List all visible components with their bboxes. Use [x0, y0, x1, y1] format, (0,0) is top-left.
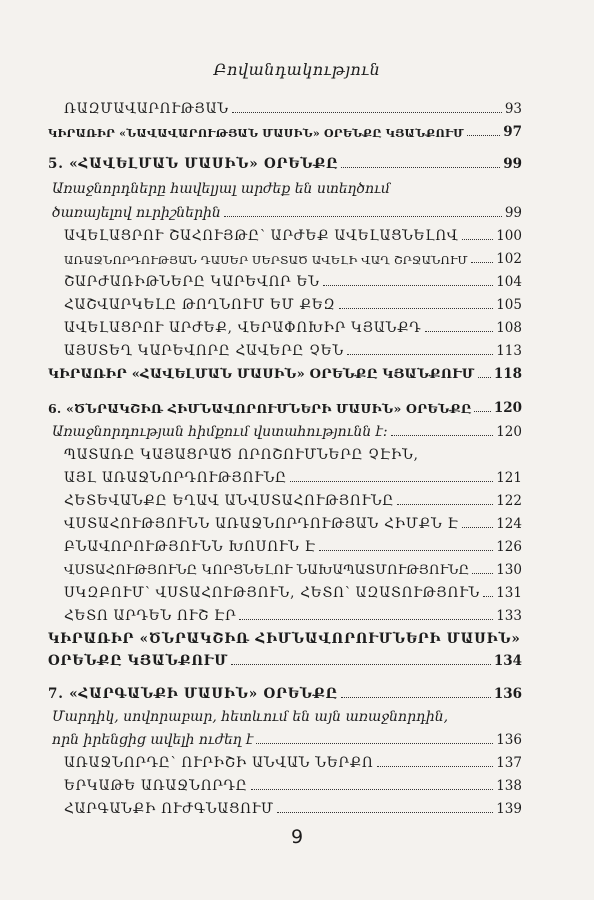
toc-entry-title: ԱՌԱՋՆՈՐԴՈՒԹՅԱՆ ԴԱՍԵՐ ՍԵՐՏԱԾ ԱՎԵԼԻ ՎԱՂ ՇՐՋԱՆՈՒՄ	[64, 253, 468, 267]
toc-entry-page: 120	[496, 424, 522, 440]
toc-entry-page: 102	[496, 251, 522, 267]
toc-entry-title: ՎՍՏԱՀՈՒԹՅՈՒՆԸ ԿՈՐՑՆԵԼՈՒ ՆԱԽԱՊԱՏՄՈՒԹՅՈՒՆԸ	[64, 563, 470, 578]
toc-entry-page: 100	[496, 228, 522, 244]
dot-leader	[478, 377, 491, 378]
toc-entry	[64, 556, 522, 578]
toc-entry-title: 7. «ՀԱՐԳԱՆՔԻ ՄԱՍԻՆ» ՕՐԵՆՔԸ	[48, 686, 338, 702]
toc-entry	[64, 245, 522, 267]
dot-leader	[341, 167, 500, 168]
toc-entry	[64, 268, 522, 290]
toc-entry	[48, 118, 522, 140]
toc-entry	[52, 726, 522, 748]
dot-leader	[232, 112, 502, 113]
toc-entry-title: ԵՐԿԱԹԵ ԱՌԱՋՆՈՐԴԸ	[64, 778, 248, 794]
dot-leader	[467, 135, 500, 136]
toc-entry	[52, 199, 522, 221]
toc-entry	[48, 394, 522, 416]
toc-entry	[48, 360, 522, 382]
dot-leader	[339, 308, 494, 309]
toc-entry-page: 139	[496, 801, 522, 817]
toc-entry-page: 108	[496, 320, 522, 336]
toc-entry-title: ՀԵՏԵՎԱՆՔԸ ԵՂԱՎ ԱՆՎՍՏԱՀՈՒԹՅՈՒՆԸ	[64, 493, 395, 509]
toc-entry	[64, 579, 522, 601]
toc-entry	[48, 625, 522, 647]
dot-leader	[462, 239, 494, 240]
toc-entry-title: ԱՅՍՏԵՂ ԿԱՐԵՎՈՐԸ ՀԱՎԵՐԸ ՉԵՆ	[64, 343, 344, 359]
toc-entry	[64, 291, 522, 313]
dot-leader	[319, 550, 493, 551]
dot-leader	[290, 481, 493, 482]
toc-entry-title: ՀԱՐԳԱՆՔԻ ՈՒԺԳՆԱՑՈՒՄ	[64, 801, 274, 817]
dot-leader	[347, 354, 493, 355]
dot-leader	[256, 743, 493, 744]
toc-entry-title: ՀԵՏՈ ԱՐԴԵՆ ՈՒՇ ԷՐ	[64, 608, 237, 624]
toc-entry	[64, 441, 522, 463]
toc-entry	[64, 795, 522, 817]
toc-entry-page: 97	[503, 124, 522, 140]
page-number: 9	[290, 826, 304, 848]
toc-entry	[48, 647, 522, 669]
toc-entry-page: 138	[496, 778, 522, 794]
toc-entry-page: 122	[496, 493, 522, 509]
toc-entry	[64, 487, 522, 509]
toc-entry	[64, 510, 522, 532]
toc-entry-page: 99	[503, 156, 522, 172]
dot-leader	[391, 435, 494, 436]
toc-entry-page: 131	[496, 585, 522, 601]
toc-entry-title: որն իրենցից ավելի ուժեղ է	[52, 732, 254, 748]
toc-entry	[48, 150, 522, 172]
toc-entry-page: 113	[496, 343, 522, 359]
toc-entry-title: ԱՎԵԼԱՑՐՈՒ ՇԱՀՈՒՅԹԸ՝ ԱՐԺԵՔ ԱՎԵԼԱՑՆԵԼՈՎ	[64, 228, 459, 244]
toc-entry-title: Առաջնորդները հավելյալ արժեք են ստեղծում	[52, 181, 391, 197]
toc-entry-page: 136	[493, 686, 522, 702]
toc-entry	[64, 602, 522, 624]
toc-entry-title: 5. «ՀԱՎԵԼՄԱՆ ՄԱՍԻՆ» ՕՐԵՆՔԸ	[48, 156, 339, 172]
toc-entry	[64, 464, 522, 486]
toc-entry-title: ԲՆԱՎՈՐՈՒԹՅՈՒՆՆ ԽՈՍՈՒՆ Է	[64, 539, 316, 555]
toc-entry	[52, 703, 522, 725]
toc-entry-page: 136	[496, 732, 522, 748]
toc-entry-title: ԱՅԼ ԱՌԱՋՆՈՐԴՈՒԹՅՈՒՆԸ	[64, 470, 287, 486]
toc-entry	[64, 222, 522, 244]
dot-leader	[462, 527, 494, 528]
toc-entry-title: Առաջնորդության հիմքում վստահությունն է:	[52, 424, 388, 440]
toc-entry-page: 120	[493, 400, 522, 416]
toc-entry-title: Մարդիկ, սովորաբար, հետևում են այն առաջնորդին,	[52, 709, 449, 725]
dot-leader	[277, 812, 493, 813]
toc-entry-page: 118	[493, 366, 522, 382]
toc-entry-title: ԱՌԱՋՆՈՐԴԸ՝ ՈՒՐԻՇԻ ԱՆՎԱՆ ՆԵՐՔՈ	[64, 755, 374, 771]
toc-entry-title: ծառայելով ուրիշներին	[52, 205, 221, 221]
toc-entry-page: 93	[504, 101, 522, 117]
toc-entry-page: 121	[496, 470, 522, 486]
dot-leader	[224, 216, 502, 217]
toc-entry-title: 6. «ԾՆՐԱԿՇԻՌ ՀԻՄՆԱՎՈՐՈՒՄՆԵՐԻ ՄԱՍԻՆ» ՕՐԵՆՔԸ	[48, 401, 472, 416]
toc-entry-page: 126	[496, 539, 522, 555]
toc-entry-title: ՍԿԶԲՈՒՄ՝ ՎՍՏԱՀՈՒԹՅՈՒՆ, ՀԵՏՈ՝ ԱԶԱՏՈՒԹՅՈՒՆ	[64, 585, 480, 601]
dot-leader	[471, 262, 493, 263]
dot-leader	[323, 285, 494, 286]
toc-entry	[64, 772, 522, 794]
dot-leader	[377, 766, 494, 767]
toc-entry	[52, 418, 522, 440]
toc-entry-title: ՊԱՏԱՌԸ ԿԱՅԱՑՐԱԾ ՈՐՈՇՈՒՄՆԵՐԸ ՉԷԻՆ,	[64, 447, 419, 463]
toc-entry-title: ՇԱՐԺԱՌԻԹՆԵՐԸ ԿԱՐԵՎՈՐ ԵՆ	[64, 274, 320, 290]
toc-entry-page: 99	[504, 205, 522, 221]
toc-entry-page: 124	[496, 516, 522, 532]
toc-entry	[64, 314, 522, 336]
toc-entry	[64, 533, 522, 555]
toc-entry-title: ԿԻՐԱՌԻՐ «ԾՆՐԱԿՇԻՌ ՀԻՄՆԱՎՈՐՈՒՄՆԵՐԻ ՄԱՍԻՆ»	[48, 631, 521, 647]
toc-entry-title: ԿԻՐԱՌԻՐ «ՆԱՎԱՎԱՐՈՒԹՅԱՆ ՄԱՍԻՆ» ՕՐԵՆՔԸ ԿՅԱՆՔՈՒՄ	[48, 127, 465, 140]
toc-entry	[48, 680, 522, 702]
dot-leader	[425, 331, 494, 332]
toc-entry-page: 137	[496, 755, 522, 771]
dot-leader	[472, 573, 493, 574]
dot-leader	[231, 664, 491, 665]
page-header: Բովանդակություն	[213, 60, 381, 79]
toc-entry-page: 133	[496, 608, 522, 624]
toc-entry-title: ՀԱՇՎԱՐԿԵԼԸ ԹՈՂՆՈՒՄ ԵՄ ՔԵԶ	[64, 297, 336, 313]
toc-entry-page: 130	[496, 562, 522, 578]
toc-entry	[64, 95, 522, 117]
toc-entry-title: ԿԻՐԱՌԻՐ «ՀԱՎԵԼՄԱՆ ՄԱՍԻՆ» ՕՐԵՆՔԸ ԿՅԱՆՔՈՒՄ	[48, 367, 475, 382]
toc-entry	[64, 749, 522, 771]
toc-entry	[52, 175, 522, 197]
dot-leader	[483, 596, 493, 597]
toc-entry	[64, 337, 522, 359]
toc-entry-title: ԱՎԵԼԱՑՐՈՒ ԱՐԺԵՔ, ՎԵՐԱՓՈԽԻՐ ԿՅԱՆՔԴ	[64, 320, 422, 336]
dot-leader	[474, 411, 490, 412]
dot-leader	[341, 697, 491, 698]
dot-leader	[397, 504, 493, 505]
toc-entry-title: ՎՍՏԱՀՈՒԹՅՈՒՆՆ ԱՌԱՋՆՈՐԴՈՒԹՅԱՆ ՀԻՄՔՆ Է	[64, 516, 459, 532]
toc-entry-page: 104	[496, 274, 522, 290]
dot-leader	[239, 619, 493, 620]
dot-leader	[251, 789, 494, 790]
toc-entry-page: 134	[493, 653, 522, 669]
toc-entry-page: 105	[496, 297, 522, 313]
toc-entry-title: ՌԱԶՄԱՎԱՐՈՒԹՅԱՆ	[64, 101, 229, 117]
toc-entry-title: ՕՐԵՆՔԸ ԿՅԱՆՔՈՒՄ	[48, 653, 229, 669]
